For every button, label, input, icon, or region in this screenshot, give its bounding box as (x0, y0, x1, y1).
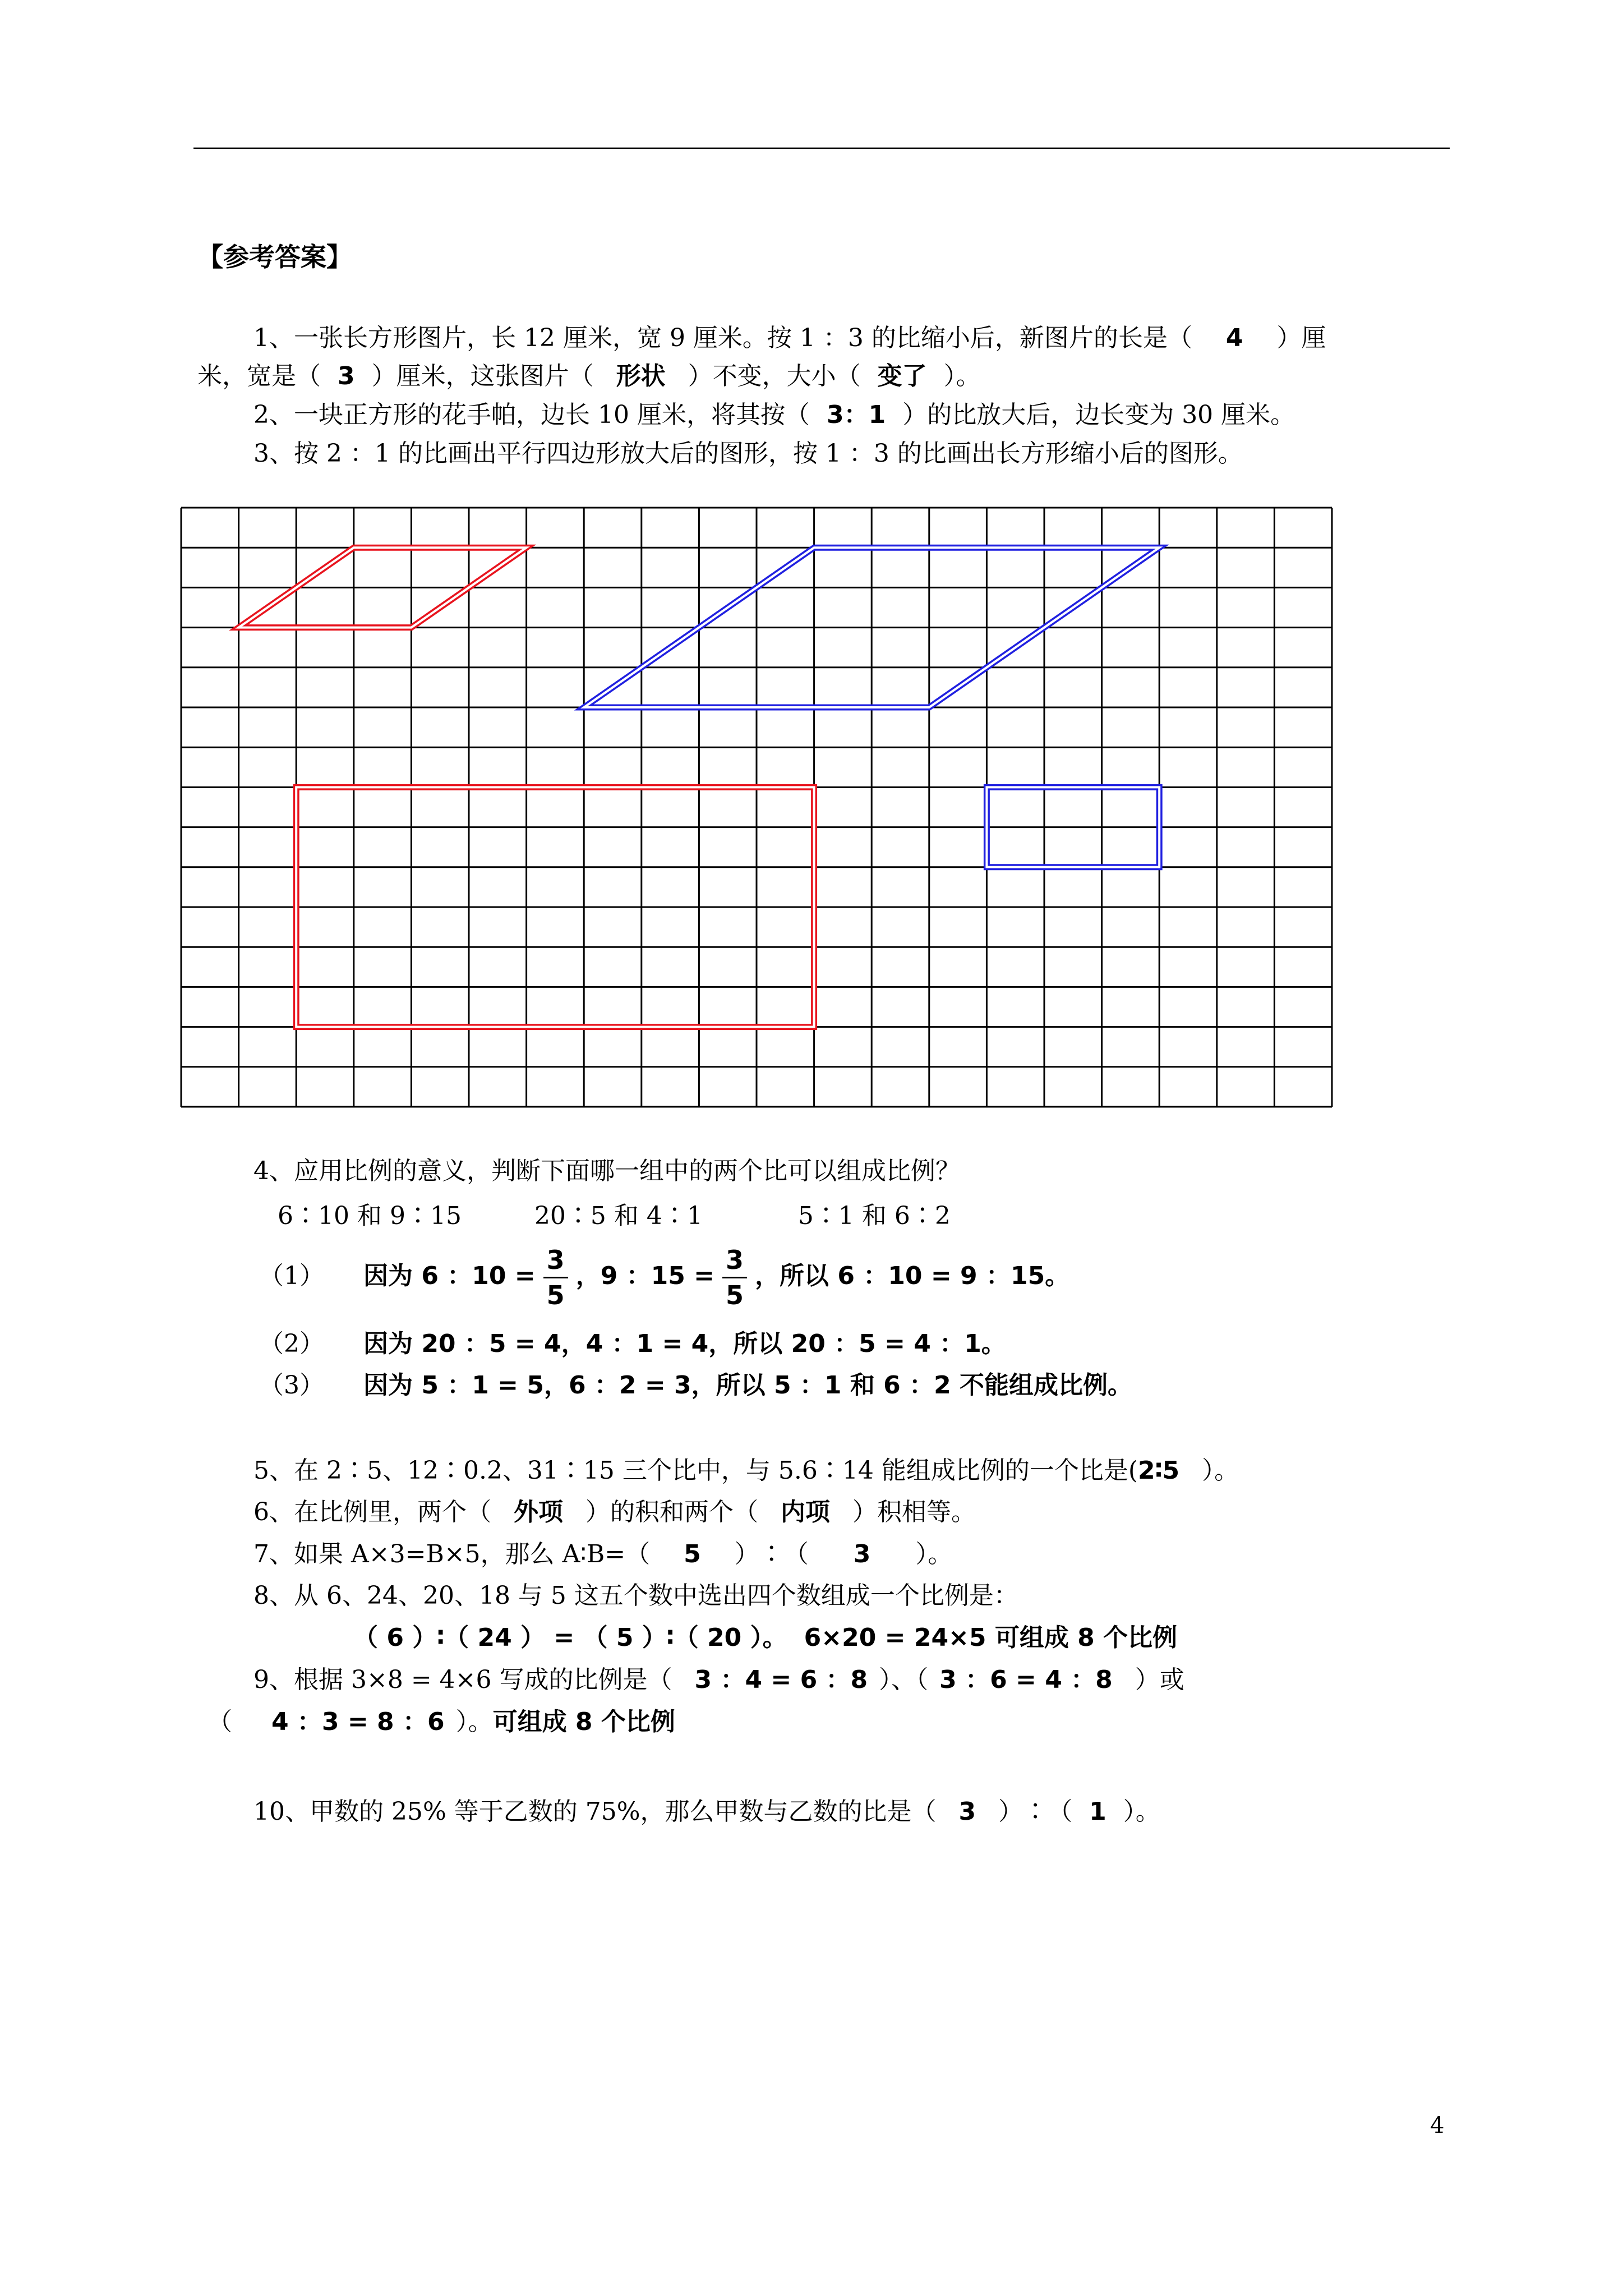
fraction-three-fifths (543, 1243, 568, 1312)
q4-answer-2-text: 因为 20 ：5 = 4，4 ：1 = 4，所以 20 ：5 = 4 ：1。 (363, 1329, 1006, 1358)
q9-text: （ (208, 1708, 232, 1736)
q4-answer-3-label: （3） (259, 1371, 324, 1400)
q7-text: ）∶（ (734, 1540, 809, 1568)
q4-option-a: 6∶10 和 9∶15 (278, 1202, 462, 1230)
question-8: 8、从 6、24、20、18 与 5 这五个数中选出四个数组成一个比例是： (253, 1581, 1018, 1610)
q6-text: ）积相等。 (852, 1498, 976, 1526)
q5-answer: 2∶5 (1138, 1456, 1180, 1485)
q10-text: ）∶（ (998, 1797, 1073, 1826)
question-6 (253, 1496, 976, 1529)
question-5 (253, 1454, 1239, 1488)
q1-text: ）。 (943, 362, 981, 390)
q7-text: ）。 (915, 1540, 953, 1568)
q2-answer: 3：1 (826, 401, 886, 429)
fraction-numerator: 3 (726, 1245, 744, 1275)
q4-answer-1 (259, 1237, 1069, 1315)
q1-text: ）厘米，这张图片（ (371, 362, 594, 390)
q9-text: ）、（ (879, 1665, 929, 1694)
q5-text: 5、在 2∶5、12∶0.2、31∶15 三个比中，与 5.6∶14 能组成比例的一个比是( (253, 1456, 1138, 1485)
q10-answer-a: 3 (958, 1797, 976, 1826)
q4-answer-1-text: ，9 ：15 = (575, 1262, 715, 1290)
q9-answer-1: 3 ：4 = 6 ：8 (694, 1665, 868, 1694)
q1-answer-shape: 形状 (616, 362, 666, 390)
q9-text: 9、根据 3×8 = 4×6 写成的比例是（ (253, 1665, 672, 1694)
q4-answer-2-label: （2） (259, 1329, 324, 1358)
question-9-line-2 (208, 1705, 675, 1739)
q6-answer-outer: 外项 (514, 1498, 563, 1526)
q2-text: 2、一块正方形的花手帕，边长 10 厘米，将其按（ (253, 401, 810, 429)
q1-answer-size: 变了 (877, 362, 927, 390)
fraction-denominator: 5 (543, 1277, 568, 1312)
q6-text: 6、在比例里，两个（ (253, 1498, 491, 1526)
q8-answer-line: （ 6 ）∶（ 24 ） = （ 5 ）∶（ 20 ）。 (353, 1623, 787, 1652)
q1-text: 1、一张长方形图片，长 12 厘米，宽 9 厘米。按 1 ：3 的比缩小后，新图片的长是（ (253, 324, 1192, 352)
q10-text: 10、甲数的 25% 等于乙数的 75%，那么甲数与乙数的比是（ (253, 1797, 937, 1826)
question-3: 3、按 2 ：1 的比画出平行四边形放大后的图形，按 1 ：3 的比画出长方形缩小后的图形。 (253, 439, 1243, 468)
q4-option-b: 20∶5 和 4∶1 (534, 1202, 703, 1230)
q5-text: ）。 (1202, 1456, 1239, 1485)
q4-answer-2 (259, 1327, 1006, 1361)
q2-text: ）的比放大后，边长变为 30 厘米。 (902, 401, 1295, 429)
q4-answer-1-text: ，所以 6 ：10 = 9 ：15。 (755, 1262, 1070, 1290)
q4-answer-3 (259, 1369, 1132, 1402)
q4-options (278, 1199, 951, 1233)
question-9-line-1 (253, 1663, 1184, 1697)
q9-answer-2: 3 ：6 = 4 ：8 (939, 1665, 1113, 1694)
fraction-three-fifths (722, 1243, 747, 1312)
fraction-denominator: 5 (722, 1277, 747, 1312)
q9-answer-3: 4 ：3 = 8 ：6 (271, 1708, 445, 1736)
q1-text: 米，宽是（ (197, 362, 321, 390)
q8-note: 6×20 = 24×5 可组成 8 个比例 (804, 1623, 1178, 1652)
q4-answer-3-text: 因为 5 ：1 = 5，6 ：2 = 3，所以 5 ：1 和 6 ：2 不能组成比例。 (363, 1371, 1133, 1400)
answer-key-title: 【参考答案】 (197, 242, 352, 272)
q1-text: ）厘 (1276, 324, 1326, 352)
q8-answer (353, 1621, 1177, 1655)
q1-answer-length: 4 (1225, 324, 1243, 352)
q4-answer-1-label: （1） (259, 1262, 324, 1290)
q9-text: ）。 (455, 1708, 493, 1736)
q9-note: 可组成 8 个比例 (492, 1708, 675, 1736)
q6-text: ）的积和两个（ (585, 1498, 758, 1526)
q7-answer-b: 3 (853, 1540, 871, 1568)
q10-text: ）。 (1123, 1797, 1160, 1826)
q4-option-c: 5∶1 和 6∶2 (797, 1202, 951, 1230)
q9-text: ）或 (1135, 1665, 1184, 1694)
q6-answer-inner: 内项 (781, 1498, 830, 1526)
question-4: 4、应用比例的意义，判断下面哪一组中的两个比可以组成比例？ (253, 1157, 960, 1185)
q1-text: ）不变，大小（ (688, 362, 861, 390)
question-7 (253, 1538, 952, 1571)
q10-answer-b: 1 (1089, 1797, 1106, 1826)
q7-answer-a: 5 (684, 1540, 701, 1568)
q4-answer-1-text: 因为 6 ：10 = (363, 1262, 536, 1290)
page-number: 4 (1430, 2113, 1445, 2138)
q7-text: 7、如果 A×3=B×5，那么 A∶B=（ (253, 1540, 651, 1568)
question-10 (253, 1795, 1160, 1829)
fraction-numerator: 3 (546, 1245, 565, 1275)
q1-answer-width: 3 (338, 362, 355, 390)
